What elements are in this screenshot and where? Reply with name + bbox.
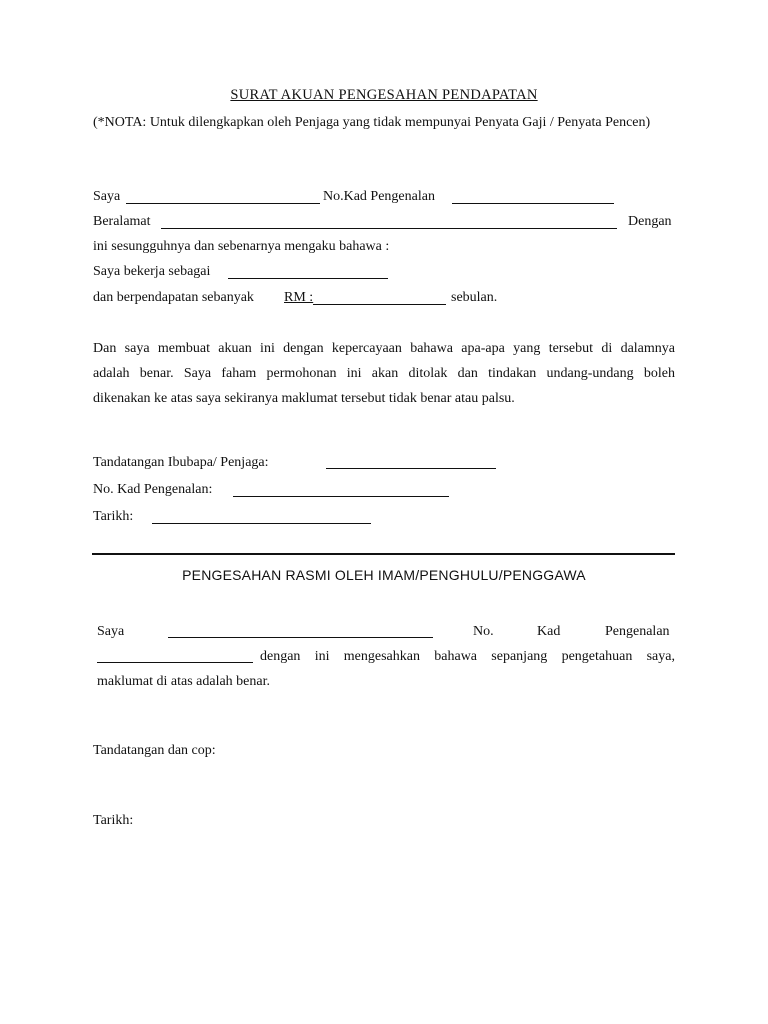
document-note: (*NOTA: Untuk dilengkapkan oleh Penjaga yang tidak mempunyai Penyata Gaji / Penyata Pencen) [93, 115, 651, 130]
parent-ic-label: No. Kad Pengenalan: [93, 482, 213, 497]
sincerity-text: ini sesungguhnya dan sebenarnya mengaku bahawa : [93, 239, 390, 254]
ic-field-line[interactable] [452, 203, 614, 204]
official-confirm-text: dengan ini mengesahkan bahawa sepanjang pengetahuan saya, [260, 649, 675, 664]
stamp-label: Tandatangan dan cop: [93, 743, 216, 758]
parent-ic-line[interactable] [233, 496, 449, 497]
official-saya-label: Saya [97, 624, 125, 639]
official-section-title: PENGESAHAN RASMI OLEH IMAM/PENGHULU/PENGGAWA [182, 567, 586, 583]
name-field-line[interactable] [126, 203, 320, 204]
income-field-line[interactable] [313, 304, 446, 305]
saya-label: Saya [93, 189, 121, 204]
job-field-line[interactable] [228, 278, 388, 279]
statement-line-1: Dan saya membuat akuan ini dengan kepercayaan bahawa apa-apa yang tersebut di dalamnya [93, 341, 675, 356]
ic-label: No.Kad Pengenalan [323, 189, 435, 204]
parent-date-label: Tarikh: [93, 509, 134, 524]
dengan-label: Dengan [628, 214, 672, 229]
official-no-label: No. [473, 624, 494, 639]
parent-signature-line[interactable] [326, 468, 496, 469]
official-name-line[interactable] [168, 637, 433, 638]
statement-line-3: dikenakan ke atas saya sekiranya maklumat tersebut tidak benar atau palsu. [93, 391, 515, 406]
document-title: SURAT AKUAN PENGESAHAN PENDAPATAN [230, 87, 538, 103]
section-divider [92, 553, 675, 555]
official-ic-line[interactable] [97, 662, 253, 663]
address-label: Beralamat [93, 214, 151, 229]
official-pengenalan-label: Pengenalan [605, 624, 670, 639]
income-suffix: sebulan. [451, 290, 498, 305]
official-date-label: Tarikh: [93, 813, 134, 828]
job-label: Saya bekerja sebagai [93, 264, 211, 279]
parent-signature-label: Tandatangan Ibubapa/ Penjaga: [93, 455, 269, 470]
official-kad-label: Kad [537, 624, 561, 639]
official-confirm-text-2: maklumat di atas adalah benar. [97, 674, 270, 689]
income-prefix: dan berpendapatan sebanyak [93, 290, 254, 305]
statement-line-2: adalah benar. Saya faham permohonan ini akan ditolak dan tindakan undang-undang boleh [93, 366, 675, 381]
rm-label: RM : [284, 290, 314, 305]
parent-date-line[interactable] [152, 523, 371, 524]
address-field-line[interactable] [161, 228, 617, 229]
